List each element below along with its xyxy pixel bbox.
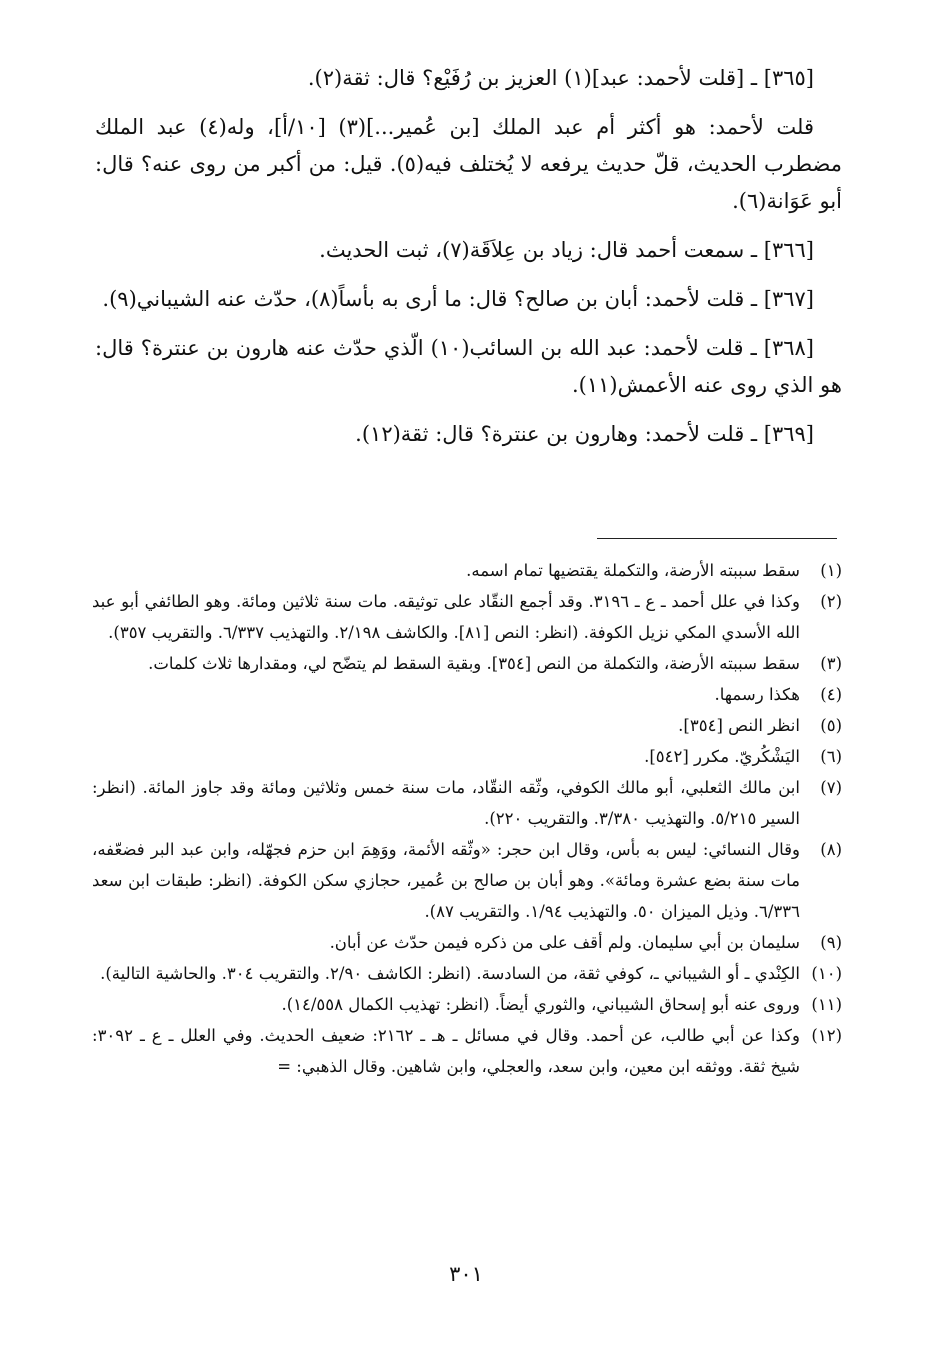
page-number: ٣٠١: [449, 1262, 483, 1286]
footnote-number: (١٢): [811, 1026, 842, 1045]
footnote-12: [92, 1020, 842, 1082]
footnote-5: [92, 710, 842, 741]
footnote-number: (٩): [820, 933, 842, 952]
footnote-divider: [597, 538, 837, 539]
footnote-2: [92, 586, 842, 648]
footnotes: [92, 555, 842, 1082]
footnote-11: [92, 989, 842, 1020]
footnote-number: (٢): [820, 592, 842, 611]
entry-365: [٣٦٥] ـ [قلت لأحمد: عبد](١) العزيز بن رُفَيْع؟ قال: ثقة(٢).: [307, 66, 814, 90]
footnote-3: [92, 648, 842, 679]
footnote-text: اليَشْكُريّ. مكرر [٥٤٢].: [644, 747, 800, 766]
footnote-text: سليمان بن أبي سليمان. ولم أقف على من ذكره فيمن حدّث عن أبان.: [329, 933, 800, 952]
footnote-9: [92, 927, 842, 958]
footnote-1: [92, 555, 842, 586]
main-text: [95, 60, 842, 465]
entry-368: [٣٦٨] ـ قلت لأحمد: عبد الله بن السائب(١٠) الّذي حدّث عنه هارون بن عنترة؟ قال: هو الذي روى عنه الأعمش(١١).: [95, 336, 842, 397]
footnote-number: (٧): [820, 778, 842, 797]
footnote-number: (١٠): [811, 964, 842, 983]
entry-366: [٣٦٦] ـ سمعت أحمد قال: زياد بن عِلاَقَة(٧)، ثبت الحديث.: [319, 238, 814, 262]
footnote-number: (٥): [820, 716, 842, 735]
footnote-7: [92, 772, 842, 834]
entry-367: [٣٦٧] ـ قلت لأحمد: أبان بن صالح؟ قال: ما أرى به بأساً(٨)، حدّث عنه الشيباني(٩).: [102, 287, 814, 311]
footnote-6: [92, 741, 842, 772]
footnote-number: (١١): [811, 995, 842, 1014]
footnote-text: سقط سببته الأرضة، والتكملة يقتضيها تمام اسمه.: [466, 561, 800, 580]
footnote-number: (١): [820, 561, 842, 580]
footnote-text: وكذا في علل أحمد ـ ع ـ ٣١٩٦. وقد أجمع النقّاد على توثيقه. مات سنة ثلاثين ومائة. وهو الطائفي أبو عبد الله الأسدي المكي نزيل الكوفة. (انظر: النص [٨١]. والكاشف ٢/١٩٨. والتهذيب ٦/٣٣٧. والتقريب ٣٥٧).: [92, 592, 800, 642]
footnote-10: [92, 958, 842, 989]
footnote-number: (٣): [820, 654, 842, 673]
footnote-text: وروى عنه أبو إسحاق الشيباني، والثوري أيضاً. (انظر: تهذيب الكمال ١٤/٥٥٨).: [281, 995, 800, 1014]
footnote-number: (٤): [820, 685, 842, 704]
footnote-text: سقط سببته الأرضة، والتكملة من النص [٣٥٤]. وبقية السقط لم يتضّح لي، ومقدارها ثلاث كلمات.: [148, 654, 800, 673]
entry-369: [٣٦٩] ـ قلت لأحمد: وهارون بن عنترة؟ قال: ثقة(١٢).: [355, 422, 814, 446]
footnote-text: ابن مالك الثعلبي، أبو مالك الكوفي، وثّقه النقّاد، مات سنة خمس وثلاثين ومائة وقد جاوز المائة. (انظر: السير ٥/٢١٥. والتهذيب ٣/٣٨٠. والتقريب ٢٢٠).: [92, 778, 800, 828]
footnote-number: (٦): [820, 747, 842, 766]
footnote-text: وقال النسائي: ليس به بأس، وقال ابن حجر: «وثّقه الأئمة، ووَهِمَ ابن حزم فجهّله، وابن عبد البر فضعّفه، مات سنة بضع عشرة ومائة». وهو أبان بن صالح بن عُمير، حجازي سكن الكوفة. (انظر: طبقات ابن سعد ٦/٣٣٦. وذيل الميزان ٥٠. والتهذيب ١/٩٤. والتقريب ٨٧).: [92, 840, 800, 921]
footnote-text: هكذا رسمها.: [714, 685, 800, 704]
footnote-8: [92, 834, 842, 927]
footnote-4: [92, 679, 842, 710]
footnote-number: (٨): [820, 840, 842, 859]
footnote-text: وكذا عن أبي طالب، عن أحمد. وقال في مسائل ـ هـ ـ ٢١٦٢: ضعيف الحديث. وفي العلل ـ ع ـ ٣٠٩٢: شيخ ثقة. ووثقه ابن معين، وابن سعد، والعجلي، وابن شاهين. وقال الذهبي: =: [92, 1026, 800, 1076]
footnote-text: الكِنْدي ـ أو الشيباني ـ، كوفي ثقة، من السادسة. (انظر: الكاشف ٢/٩٠. والتقريب ٣٠٤. والحاشية التالية).: [100, 964, 800, 983]
entry-365-continuation: قلت لأحمد: هو أكثر أم عبد الملك [بن عُمير...](٣) [١٠/أ]، وله(٤) عبد الملك مضطرب الحديث، قلّ حديث يرفعه لا يُختلف فيه(٥). قيل: من أكبر من روى عنه؟ قال: أبو عَوَانة(٦).: [95, 115, 843, 213]
footnote-text: انظر النص [٣٥٤].: [678, 716, 800, 735]
